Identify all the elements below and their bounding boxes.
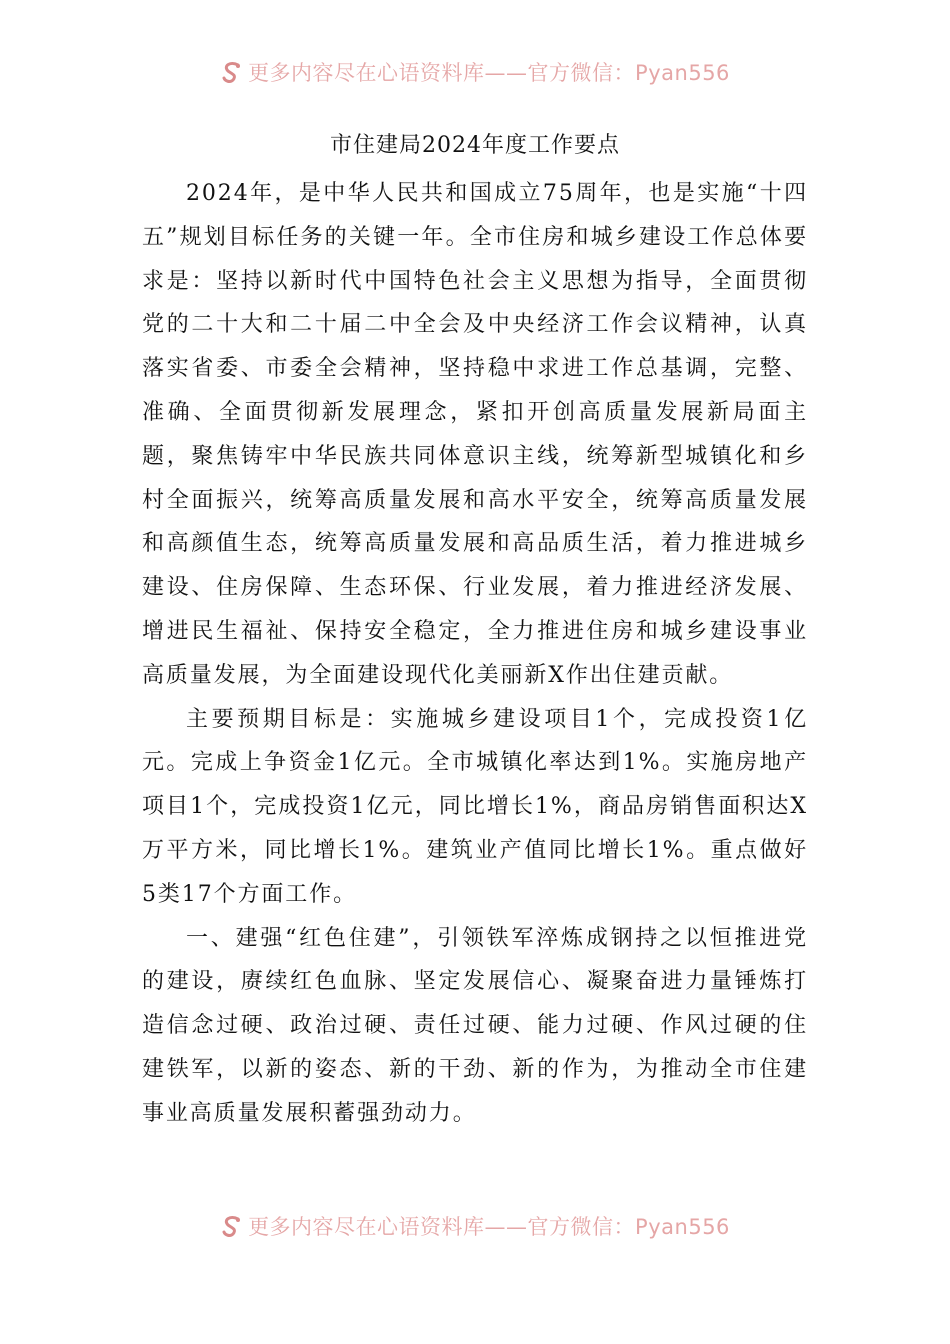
watermark-text: 更多内容尽在心语资料库——官方微信：Pyan556 [248,61,730,85]
document-title: 市住建局2024年度工作要点 [330,133,620,158]
paragraph-expected-targets: 主要预期目标是：实施城乡建设项目1个，完成投资1亿元。完成上争资金1亿元。全市城镇化率达到1%。实施房地产项目1个，完成投资1亿元，同比增长1%，商品房销售面积达X万平方米，同比增长1%。建筑业产值同比增长1%。重点做好5类17个方面工作。 [142,706,808,907]
watermark-header [0,52,950,92]
watermark-text: 更多内容尽在心语资料库——官方微信：Pyan556 [248,1215,730,1239]
paragraph-overall-requirements: 2024年，是中华人民共和国成立75周年，也是实施“十四五”规划目标任务的关键一年。全市住房和城乡建设工作总体要求是：坚持以新时代中国特色社会主义思想为指导，全面贯彻党的二十大和二十届二中全会及中央经济工作会议精神，认真落实省委、市委全会精神，坚持稳中求进工作总基调，完整、准确、全面贯彻新发展理念，紧扣开创高质量发展新局面主题，聚焦铸牢中华民族共同体意识主线，统筹新型城镇化和乡村全面振兴，统筹高质量发展和高水平安全，统筹高质量发展和高颜值生态，统筹高质量发展和高品质生活，着力推进城乡建设、住房保障、生态环保、行业发展，着力推进经济发展、增进民生福祉、保持安全稳定，全力推进住房和城乡建设事业高质量发展，为全面建设现代化美丽新X作出住建贡献。 [142,181,808,688]
document-body [142,172,808,1136]
watermark-footer [0,1206,950,1246]
paragraph-section-one: 一、建强“红色住建”，引领铁军淬炼成钢持之以恒推进党的建设，赓续红色血脉、坚定发展信心、凝聚奋进力量锤炼打造信念过硬、政治过硬、责任过硬、能力过硬、作风过硬的住建铁军，以新的姿态、新的干劲、新的作为，为推动全市住建事业高质量发展积蓄强劲动力。 [142,925,808,1126]
watermark-logo-icon [220,60,244,84]
watermark-logo-icon [220,1214,244,1238]
